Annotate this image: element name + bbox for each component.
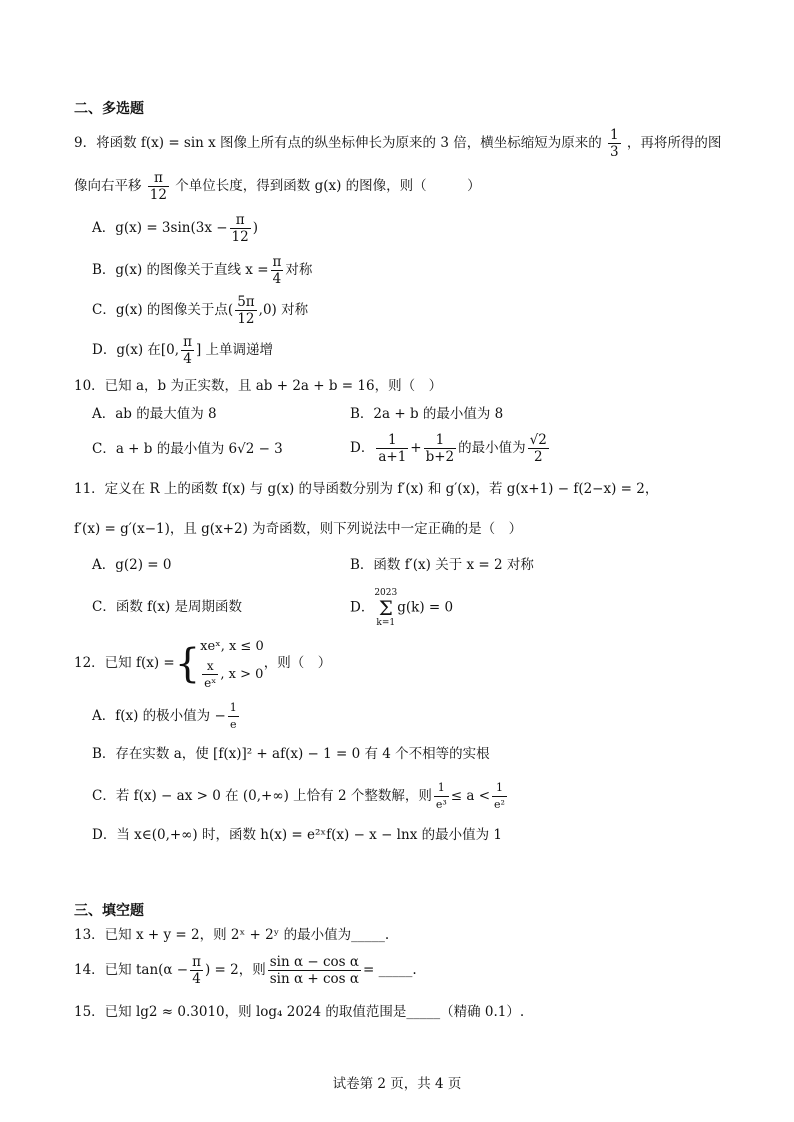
summation-symbol [374,588,397,628]
opt-text-end: ] 上单调递增 [195,342,273,358]
q10-option-a: A．ab 的最大值为 8 [92,406,217,422]
frac-den: e² [494,798,505,811]
q9-fraction-shift [148,170,169,203]
opt-text: D． [350,440,375,456]
q10-option-b: B．2a + b 的最小值为 8 [350,406,504,422]
frac-num: 1 [228,700,239,717]
opt-fraction [271,254,284,287]
frac-den: 12 [237,311,255,327]
opt-fraction-2 [424,432,457,465]
piecewise-brace: { [174,640,201,687]
q12-option-d: D．当 x∈(0,+∞) 时，函数 h(x) = e²ˣf(x) − x − lnx 的最小值为 1 [92,827,502,843]
opt-text-end: g(k) = 0 [397,599,454,616]
q9-line2 [74,170,481,203]
opt-text-end: ) [252,220,259,236]
frac-den: e³ [435,798,447,811]
frac-num: 1 [424,432,457,449]
opt-text: C．g(x) 的图像关于点( [92,302,234,318]
plus-sign: + [410,440,422,456]
stem-text: 12．已知 f(x) = [74,655,175,671]
frac-den: b+2 [425,449,455,465]
opt-text-mid: 的最小值为 [458,440,526,456]
frac-num: π [230,212,251,229]
frac-den: a+1 [378,449,407,465]
q9-text-c: 像向右平移 [74,178,142,194]
q14-fraction-2 [268,954,361,987]
q10-stem: 10．已知 a，b 为正实数，且 ab + 2a + b = 16，则（ ） [74,378,443,394]
opt-fraction-2 [492,780,507,813]
q11-option-c: C．函数 f(x) 是周期函数 [92,599,243,615]
opt-fraction [235,294,256,327]
case-2-cond: , x > 0 [220,667,264,682]
frac-den: 4 [272,271,282,287]
case-fraction [202,658,218,691]
frac-den: e [230,718,237,731]
q9-fraction-one-third [608,127,621,160]
frac-num: 1 [610,127,619,143]
frac-num: 1 [492,780,507,797]
q15: 15．已知 lg2 ≈ 0.3010，则 log₄ 2024 的取值范围是_____（精确 0.1）. [74,1004,525,1020]
opt-text: A．f(x) 的极小值为 − [92,708,226,724]
q13: 13．已知 x + y = 2，则 2ˣ + 2ʸ 的最小值为_____. [74,927,390,943]
opt-fraction-1 [376,432,408,465]
section-heading-fill-blank: 三、填空题 [74,903,144,919]
sum-lower: k=1 [376,618,396,628]
page-footer: 试卷第 2 页，共 4 页 [332,1076,462,1092]
frac-den: 2 [533,449,543,465]
q12-stem [74,636,331,691]
q14-text-a: 14．已知 tan(α − [74,962,189,978]
frac-den: 12 [149,187,167,203]
opt-text-end: 对称 [285,262,313,278]
stem-text-end: ，则（ ） [263,655,332,671]
q14-fraction-1 [190,954,203,987]
q9-text-b: ，再将所得的图 [626,135,722,151]
piecewise-cases [200,636,264,691]
opt-text: C．若 f(x) − ax > 0 在 (0,+∞) 上恰有 2 个整数解，则 [92,788,432,804]
frac-num: 1 [434,780,449,797]
frac-num: sin α − cos α [269,954,360,970]
opt-fraction [181,334,194,367]
frac-den: 4 [192,971,201,987]
frac-num: π [192,954,201,970]
opt-fraction-3 [528,432,549,465]
opt-text: D．g(x) 在[0, [92,342,180,358]
frac-den: 12 [231,229,249,245]
q10-option-c: C．a + b 的最小值为 6√2 − 3 [92,441,283,457]
q9-option-d [92,334,273,367]
q14-text-b: ) = 2，则 [205,962,266,978]
opt-text-end: ,0) 对称 [258,302,309,318]
opt-text: D． [350,599,375,616]
case-1: xeˣ, x ≤ 0 [200,639,264,654]
q9-text-d: 个单位长度，得到函数 g(x) 的图像，则（ ） [175,178,481,194]
q14 [74,954,417,987]
q11-option-b: B．函数 f′(x) 关于 x = 2 对称 [350,557,534,573]
q11-line1: 11．定义在 R 上的函数 f(x) 与 g(x) 的导函数分别为 f′(x) 和 g′(x)，若 g(x+1) − f(2−x) = 2， [74,481,659,497]
section-heading-multi-choice: 二、多选题 [74,101,144,117]
opt-text: B．g(x) 的图像关于直线 x = [92,262,269,278]
frac-den: 3 [610,144,619,160]
q9-option-a [92,212,258,245]
case-2 [200,658,264,691]
q12-option-b: B．存在实数 a，使 [f(x)]² + af(x) − 1 = 0 有 4 个不相等的实根 [92,746,490,762]
frac-den: sin α + cos α [269,971,360,987]
frac-den: 4 [183,351,192,367]
frac-num: x [202,658,218,675]
q9-text-a: 9．将函数 f(x) = sin x 图像上所有点的纵坐标伸长为原来的 3 倍，横坐标缩短为原来的 [74,135,602,151]
frac-num: 5π [237,294,255,310]
opt-fraction [230,212,251,245]
frac-num: π [148,170,169,187]
q12-option-a [92,700,241,733]
q12-option-c [92,780,509,813]
frac-num: √2 [529,432,547,448]
opt-text-mid: ≤ a < [450,788,491,804]
frac-den: eˣ [204,676,217,690]
opt-fraction-1 [434,780,449,813]
frac-num: π [183,334,192,350]
q11-option-a: A．g(2) = 0 [92,557,172,573]
q9-line1 [74,127,721,160]
q10-option-d [350,432,551,465]
sum-upper: 2023 [374,588,398,598]
q9-option-c [92,294,308,327]
q9-option-b [92,254,312,287]
frac-num: π [272,254,282,270]
q14-text-c: = _____. [363,962,417,978]
q11-option-d [350,588,453,628]
sigma: Σ [378,596,393,620]
opt-fraction [228,700,239,733]
opt-text: A．g(x) = 3sin(3x − [92,220,228,236]
frac-num: 1 [376,432,408,449]
q11-line2: f′(x) = g′(x−1)，且 g(x+2) 为奇函数，则下列说法中一定正确的是（ ） [74,521,523,537]
